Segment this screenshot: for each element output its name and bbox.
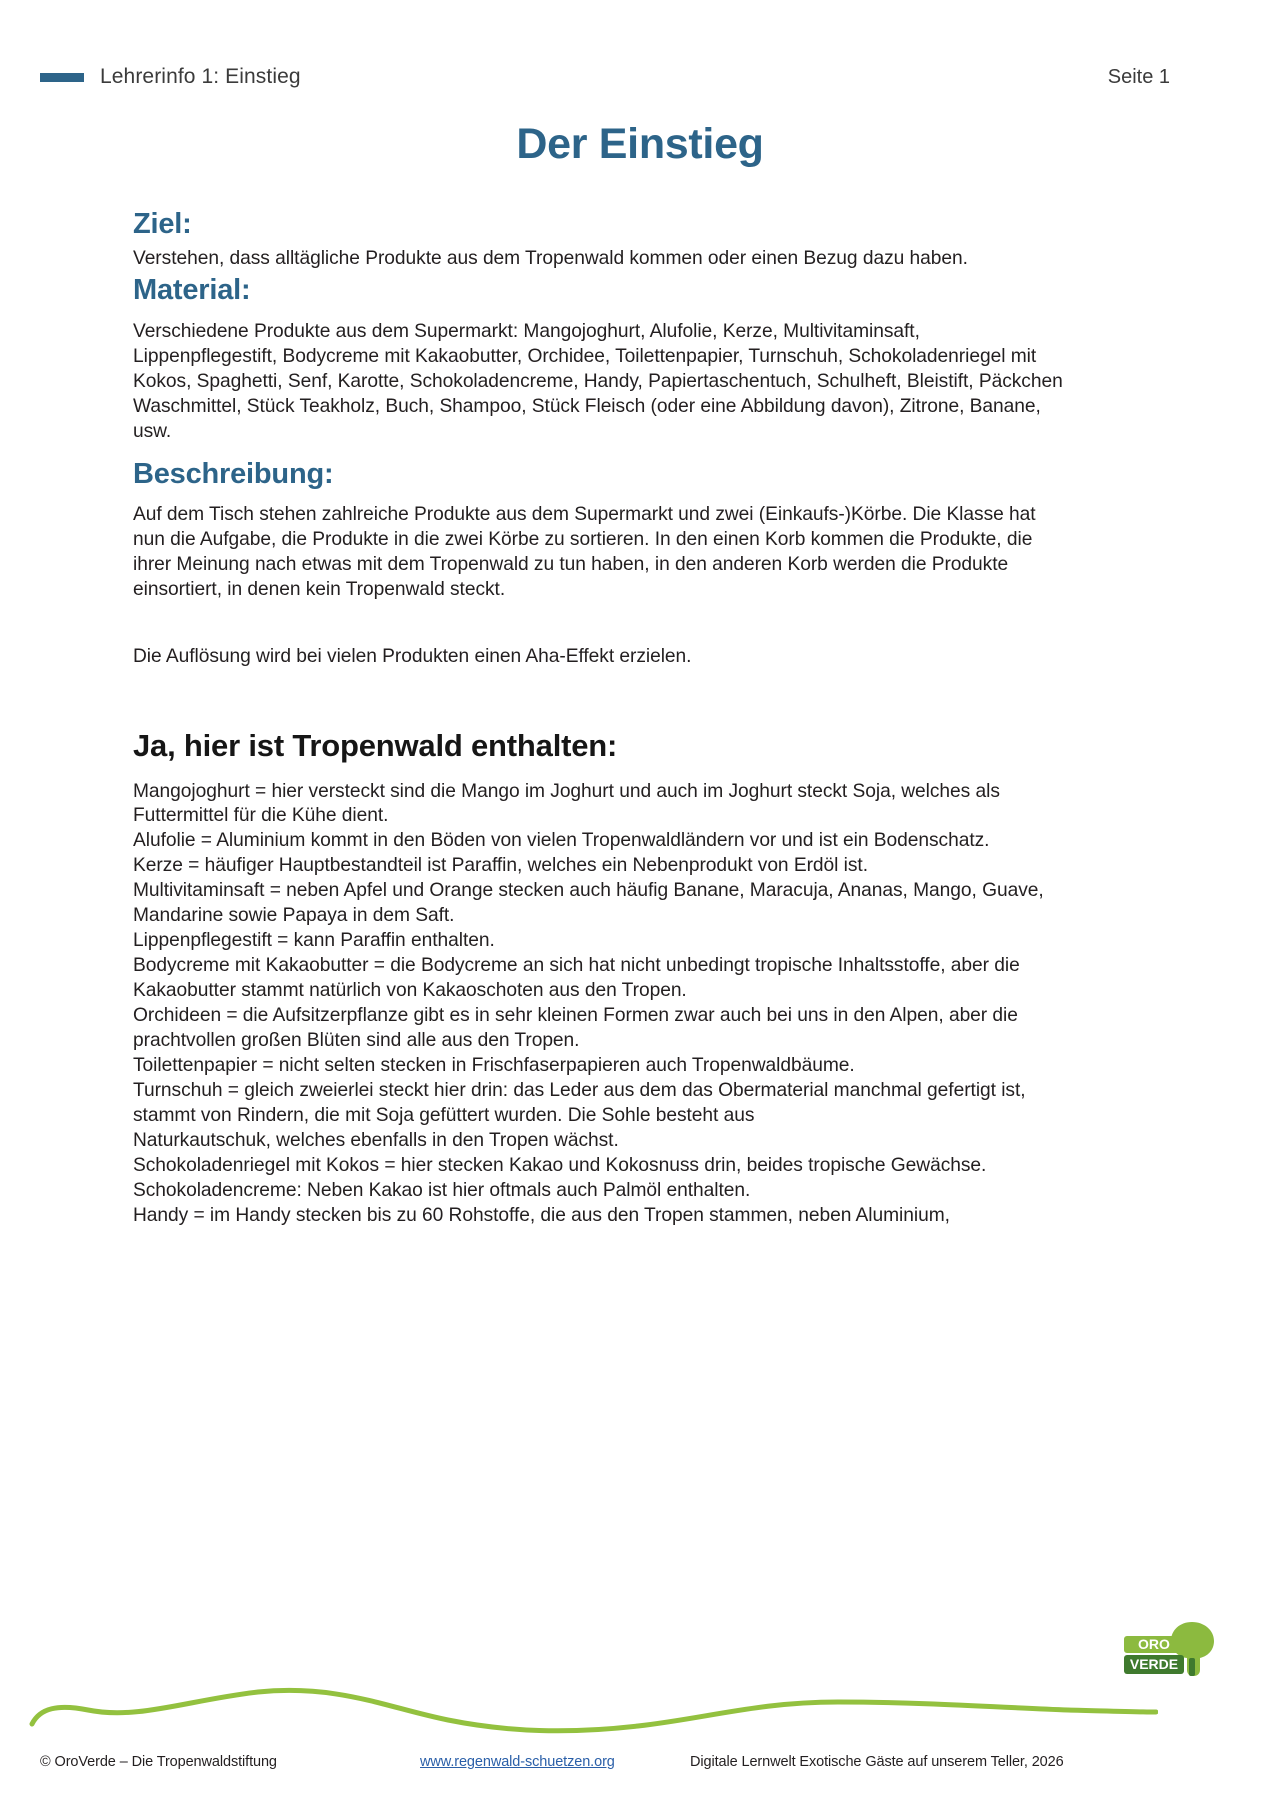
footer-copyright: © OroVerde – Die Tropenwaldstiftung [40,1754,277,1770]
footer-metadata: Digitale Lernwelt Exotische Gäste auf unserem Teller, 2026 [690,1754,1064,1770]
footer-website-link[interactable]: www.regenwald-schuetzen.org [420,1754,615,1770]
list-item: Toilettenpapier = nicht selten stecken in Frischfaserpapieren auch Tropenwaldbäume. [133,1055,855,1077]
section-text-beschreibung: Auf dem Tisch stehen zahlreiche Produkte aus dem Supermarkt und zwei (Einkaufs-)Körbe. Die Klasse hat nun die Aufgabe, die Produkte in die zwei Körbe zu sortieren. In den einen Korb kommen die Produkte, die ihrer Meinung nach etwas mit dem Tropenwald zu tun haben, in den anderen Korb werden die Produkte einsortiert, in denen kein Tropenwald steckt. [133,504,1036,600]
section-heading-material: Material: [133,274,251,307]
list-item: Naturkautschuk, welches ebenfalls in den Tropen wächst. [133,1129,619,1151]
list-item: Handy = im Handy stecken bis zu 60 Rohstoffe, die aus den Tropen stammen, neben Aluminium, [133,1204,950,1226]
section-text-ziel: Verstehen, dass alltägliche Produkte aus dem Tropenwald kommen oder einen Bezug dazu haben. [133,248,968,270]
tropenwald-entry-list [133,780,1063,1229]
list-item: Lippenpflegestift = kann Paraffin enthalten. [133,930,495,952]
page-number-label: Seite 1 [1107,65,1170,88]
section-heading-beschreibung: Beschreibung: [133,457,334,490]
page-header [40,62,1170,92]
section-text-material: Verschiedene Produkte aus dem Supermarkt: Mangojoghurt, Alufolie, Kerze, Multivitaminsaft, Lippenpflegestift, Bodycreme mit Kakaobutter, Orchidee, Toilettenpapier, Turnschuh, Schokoladenriegel mit Kokos, Spaghetti, Senf, Karotte, Schokoladencreme, Handy, Papiertaschentuch, Schulheft, Bleistift, Päckchen Waschmittel, Stück Teakholz, Buch, Shampoo, Stück Fleisch (oder eine Abbildung davon), Zitrone, Banane, usw. [133,320,1063,442]
header-title: Lehrerinfo 1: Einstieg [100,65,301,88]
document-content [133,208,1063,1229]
list-item: Bodycreme mit Kakaobutter = die Bodycreme an sich hat nicht unbedingt tropische Inhaltsstoffe, aber die Kakaobutter stammt natürlich von Kakaoschoten aus den Tropen. [133,955,1020,1002]
list-item: Schokoladenriegel mit Kokos = hier stecken Kakao und Kokosnuss drin, beides tropische Gewächse. [133,1154,987,1176]
svg-text:ORO: ORO [1138,1636,1170,1652]
list-item: Turnschuh = gleich zweierlei steckt hier drin: das Leder aus dem das Obermaterial manchmal gefertigt ist, stammt von Rindern, die mit Soja gefüttert wurden. Die Sohle besteht aus [133,1079,1026,1126]
list-item: Multivitaminsaft = neben Apfel und Orange stecken auch häufig Banane, Maracuja, Ananas, Mango, Guave, Mandarine sowie Papaya in dem Saft. [133,880,1044,927]
list-item: Orchideen = die Aufsitzerpflanze gibt es in sehr kleinen Formen zwar auch bei uns in den Alpen, aber die prachtvollen großen Blüten sind alle aus den Tropen. [133,1005,1018,1052]
list-item: Schokoladencreme: Neben Kakao ist hier oftmals auch Palmöl enthalten. [133,1179,751,1201]
section-heading-tropenwald: Ja, hier ist Tropenwald enthalten: [133,727,618,763]
footer-wave-decoration [28,1678,1158,1748]
section-heading-ziel: Ziel: [133,208,192,240]
svg-text:VERDE: VERDE [1129,1656,1179,1672]
page-footer [40,1754,1240,1770]
list-item: Alufolie = Aluminium kommt in den Böden von vielen Tropenwaldländern vor und ist ein Bodenschatz. [133,830,990,852]
list-item: Mangojoghurt = hier versteckt sind die Mango im Joghurt und auch im Joghurt steckt Soja, welches als Futtermittel für die Kühe dient. [133,780,1000,827]
list-item: Kerze = häufiger Hauptbestandteil ist Paraffin, welches ein Nebenprodukt von Erdöl ist. [133,855,868,877]
page-title: Der Einstieg [516,120,764,168]
header-rule-icon [40,73,84,82]
section-note-beschreibung: Die Auflösung wird bei vielen Produkten einen Aha-Effekt erzielen. [133,645,692,667]
